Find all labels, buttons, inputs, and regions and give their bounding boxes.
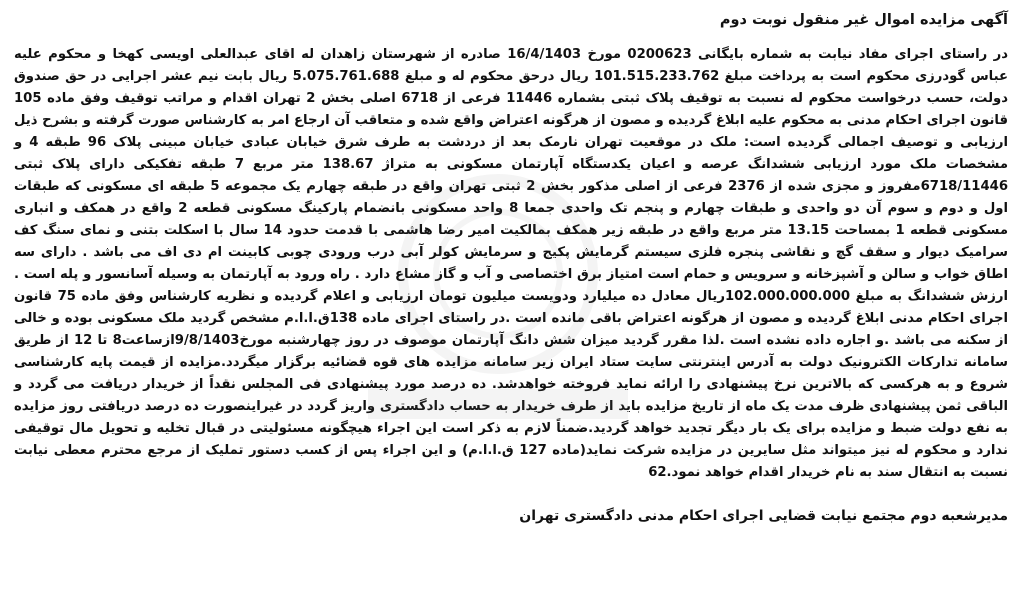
notice-signature: مدیرشعبه دوم مجتمع نیابت قضایی اجرای احکام مدنی دادگستری تهران [519,508,1008,524]
notice-title: آگهی مزایده اموال غیر منقول نوبت دوم [719,12,1008,28]
auction-notice [8,4,1014,602]
notice-body: در راستای اجرای مفاد نیابت به شماره بایگانی 0200623 مورخ 16/4/1403 صادره از شهرستان زاهدان له اقای عبدالعلی اویسی کهخا و محکوم علیه عباس گودرزی محکوم است به پرداخت مبلغ 101.515.233.762 ریال درحق محکوم له و مبلغ 5.075.761.688 ریال بابت نیم عشر اجرایی در حق صندوق دولت، حسب درخواست محکوم له نسبت به توقیف پلاک ثبتی بشماره 11446 فرعی از 6718 اصلی بخش 2 تهران اقدام و مراتب توقیف وفق ماده 105 قانون اجرای احکام مدنی به محکوم علیه ابلاغ گردیده و مصون از هرگونه اعتراض واقع شده و متعاقب آن ارجاع امر به کارشناس صورت گرفته و بشرح ذیل ارزیابی و توصیف اجمالی گردیده است: ملک در موقعیت تهران نارمک بعد از دردشت به طرف شرق خیابان عبادی خیابان مبینی پلاک 96 طبقه 4 و مشخصات ملک مورد ارزیابی ششدانگ عرصه و اعیان یکدستگاه آپارتمان مسکونی به متراژ 138.67 متر مربع 7 طبقه تفکیکی دارای پلاک ثبتی 6718/11446مفروز و مجزی شده از 2376 فرعی از اصلی مذکور بخش 2 ثبتی تهران واقع در طبقه چهارم یک مجموعه 5 طبقه ای مسکونی که طبقات اول و دوم و سوم آن دو واحدی و طبقات چهارم و پنجم تک واحدی جمعا 8 واحد مسکونی بانضمام پارکینگ مسکونی قطعه 2 واقع در همکف و انباری مسکونی قطعه 1 بمساحت 13.15 متر مربع واقع در طبقه زیر همکف بمالکیت امیر رضا هاشمی با قدمت حدود 14 سال با اسکلت بتنی و نمای سنگ کف سرامیک دیوار و سقف گچ و نقاشی پنجره فلزی سیستم گرمایش پکیج و سرمایش کولر آبی درب ورودی چوبی کابینت ام دی اف می باشد . دارای سه اطاق خواب و سالن و آشپزخانه و سرویس و حمام است امتیاز برق اختصاصی و آب و گاز مشاع دارد . راه ورود به آپارتمان به وسیله آسانسور و پله است . ارزش ششدانگ به مبلغ 102.000.000.000ریال معادل ده میلیارد ودویست میلیون تومان ارزیابی و اعلام گردیده و نظریه کارشناس وفق ماده 75 قانون اجرای احکام مدنی ابلاغ گردیده و مصون از هرگونه اعتراض باقی مانده است .در راستای اجرای ماده 138ق.ا.ا.م مشخص گردید ملک مسکونی بوده و خالی از سکنه می باشد .و اجاره داده نشده است .لذا مقرر گردید میزان شش دانگ آپارتمان موصوف در روز چهارشنبه مورخ9/8/1403ازساعت8 تا 12 از طریق سامانه تدارکات الکترونیک دولت به آدرس اینترنتی سایت ستاد ایران زیر سامانه مزایده های قوه قضائیه برگزار میگردد.مزایده از قیمت پایه کارشناسی شروع و به هرکسی که بالاترین نرخ پیشنهادی را ارائه نماید فروخته خواهدشد. ده درصد مورد پیشنهادی فی المجلس نقداً از خریدار دریافت می گردد و الباقی ثمن پیشنهادی ظرف مدت یک ماه از تاریخ مزایده باید از طرف خریدار به حساب دادگستری واریز گردد در غیراینصورت ده درصد دریافتی روز مزایده به نفع دولت ضبط و مزایده برای یک بار دیگر تجدید خواهد گردید.ضمناً لازم به ذکر است این اجراء هیچگونه مسئولیتی در قبال تخلیه و تحویل مال توقیفی ندارد و محکوم له نیز میتواند مثل سایرین در مزایده شرکت نماید(ماده 127 ق.ا.ا.م) و این اجراء پس از کسب دستور تملیک از مرجع محترم معطی نیابت نسبت به انتقال سند به نام خریدار اقدام خواهد نمود.62 [14,47,1009,480]
